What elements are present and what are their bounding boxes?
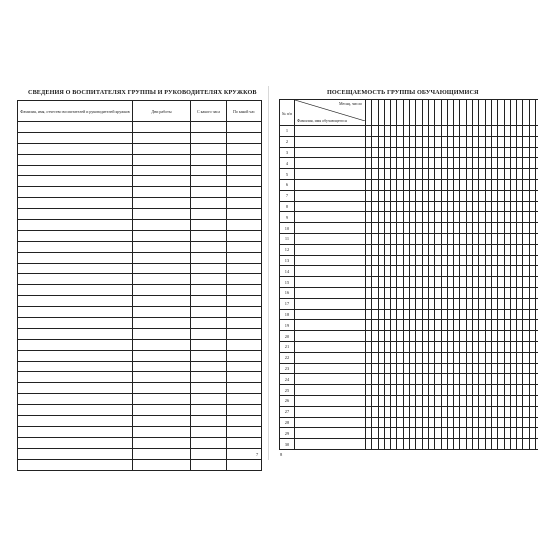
table-cell[interactable] <box>191 361 227 372</box>
table-cell[interactable] <box>18 187 133 198</box>
row-number: 14 <box>280 266 295 277</box>
table-cell[interactable] <box>227 405 262 416</box>
table-cell[interactable] <box>191 263 227 274</box>
table-cell[interactable] <box>191 220 227 231</box>
table-cell[interactable] <box>133 383 191 394</box>
table-row <box>280 136 538 147</box>
table-row <box>280 212 538 223</box>
table-row <box>280 298 538 309</box>
table-cell[interactable] <box>133 339 191 350</box>
student-name-cell[interactable] <box>295 201 366 212</box>
table-cell[interactable] <box>227 187 262 198</box>
table-cell[interactable] <box>191 165 227 176</box>
row-number: 29 <box>280 428 295 439</box>
table-row <box>280 233 538 244</box>
row-number: 15 <box>280 277 295 288</box>
student-name-cell[interactable] <box>295 417 366 428</box>
table-cell[interactable] <box>227 318 262 329</box>
table-row <box>280 287 538 298</box>
table-cell[interactable] <box>227 328 262 339</box>
table-cell[interactable] <box>18 361 133 372</box>
table-cell[interactable] <box>133 350 191 361</box>
table-cell[interactable] <box>191 176 227 187</box>
table-cell[interactable] <box>227 307 262 318</box>
table-row <box>280 395 538 406</box>
row-number: 22 <box>280 352 295 363</box>
table-row <box>280 352 538 363</box>
table-row <box>18 230 262 241</box>
table-cell[interactable] <box>18 132 133 143</box>
row-number: 20 <box>280 331 295 342</box>
table-row <box>18 405 262 416</box>
table-cell[interactable] <box>227 350 262 361</box>
table-row <box>280 320 538 331</box>
table-cell[interactable] <box>18 252 133 263</box>
student-name-cell[interactable] <box>295 352 366 363</box>
table-row <box>18 122 262 133</box>
student-name-cell[interactable] <box>295 320 366 331</box>
col-header-fio: Фамилия, имя, отчество воспитателей и руководителей кружков <box>18 101 133 122</box>
table-cell[interactable] <box>191 198 227 209</box>
table-row <box>280 223 538 234</box>
table-row <box>280 147 538 158</box>
table-cell[interactable] <box>227 220 262 231</box>
row-number: 23 <box>280 363 295 374</box>
table-cell[interactable] <box>191 459 227 470</box>
table-row <box>280 169 538 180</box>
table-row <box>18 383 262 394</box>
table-cell[interactable] <box>18 405 133 416</box>
row-number: 19 <box>280 320 295 331</box>
table-cell[interactable] <box>133 198 191 209</box>
table-cell[interactable] <box>133 448 191 459</box>
student-name-cell[interactable] <box>295 244 366 255</box>
table-cell[interactable] <box>191 122 227 133</box>
table-cell[interactable] <box>227 285 262 296</box>
table-cell[interactable] <box>133 285 191 296</box>
row-number: 21 <box>280 341 295 352</box>
student-name-cell[interactable] <box>295 277 366 288</box>
table-row <box>280 406 538 417</box>
table-cell[interactable] <box>18 426 133 437</box>
table-cell[interactable] <box>18 328 133 339</box>
table-cell[interactable] <box>227 209 262 220</box>
table-row <box>280 309 538 320</box>
table-cell[interactable] <box>227 383 262 394</box>
table-cell[interactable] <box>133 143 191 154</box>
row-number: 4 <box>280 158 295 169</box>
row-number: 17 <box>280 298 295 309</box>
table-cell[interactable] <box>133 176 191 187</box>
table-row <box>280 126 538 137</box>
table-cell[interactable] <box>227 437 262 448</box>
table-row <box>280 428 538 439</box>
table-cell[interactable] <box>133 372 191 383</box>
table-cell[interactable] <box>191 383 227 394</box>
table-cell[interactable] <box>133 328 191 339</box>
col-header-number: № п/п <box>280 100 295 126</box>
student-name-cell[interactable] <box>295 190 366 201</box>
table-row <box>280 255 538 266</box>
table-cell[interactable] <box>133 122 191 133</box>
table-row <box>18 307 262 318</box>
col-header-to-hour: По какой час <box>227 101 262 122</box>
table-cell[interactable] <box>191 154 227 165</box>
table-cell[interactable] <box>191 307 227 318</box>
row-number: 13 <box>280 255 295 266</box>
table-row <box>280 439 538 450</box>
table-cell[interactable] <box>18 339 133 350</box>
table-cell[interactable] <box>133 241 191 252</box>
student-name-cell[interactable] <box>295 126 366 137</box>
table-row <box>280 363 538 374</box>
row-number: 1 <box>280 126 295 137</box>
student-name-cell[interactable] <box>295 266 366 277</box>
table-cell[interactable] <box>133 394 191 405</box>
row-number: 6 <box>280 179 295 190</box>
table-cell[interactable] <box>227 154 262 165</box>
table-cell[interactable] <box>133 230 191 241</box>
table-cell[interactable] <box>191 437 227 448</box>
table-row <box>18 285 262 296</box>
table-cell[interactable] <box>227 296 262 307</box>
page-number: 8 <box>280 452 283 457</box>
table-cell[interactable] <box>191 132 227 143</box>
table-cell[interactable] <box>227 394 262 405</box>
table-cell[interactable] <box>191 372 227 383</box>
student-name-cell[interactable] <box>295 385 366 396</box>
table-cell[interactable] <box>133 296 191 307</box>
table-row <box>18 416 262 427</box>
table-cell[interactable] <box>191 339 227 350</box>
table-cell[interactable] <box>133 318 191 329</box>
student-name-cell[interactable] <box>295 428 366 439</box>
row-number: 9 <box>280 212 295 223</box>
student-name-cell[interactable] <box>295 287 366 298</box>
table-cell[interactable] <box>18 383 133 394</box>
table-cell[interactable] <box>227 132 262 143</box>
table-cell[interactable] <box>133 220 191 231</box>
table-cell[interactable] <box>191 296 227 307</box>
table-row <box>18 318 262 329</box>
table-cell[interactable] <box>133 307 191 318</box>
table-row <box>280 385 538 396</box>
col-header-work-days: Дни работы <box>133 101 191 122</box>
table-cell[interactable] <box>191 416 227 427</box>
table-row <box>18 394 262 405</box>
table-cell[interactable] <box>227 372 262 383</box>
table-cell[interactable] <box>133 361 191 372</box>
table-cell[interactable] <box>191 448 227 459</box>
student-name-cell[interactable] <box>295 223 366 234</box>
teachers-table-header <box>18 101 262 122</box>
table-cell[interactable] <box>18 230 133 241</box>
table-cell[interactable] <box>227 230 262 241</box>
table-cell[interactable] <box>133 165 191 176</box>
table-cell[interactable] <box>191 230 227 241</box>
student-name-cell[interactable] <box>295 136 366 147</box>
table-cell[interactable] <box>18 416 133 427</box>
table-row <box>18 220 262 231</box>
table-cell[interactable] <box>133 154 191 165</box>
table-cell[interactable] <box>191 143 227 154</box>
table-row <box>18 459 262 470</box>
table-row <box>280 374 538 385</box>
table-row <box>18 361 262 372</box>
page-number: 7 <box>256 452 259 457</box>
student-name-cell[interactable] <box>295 439 366 450</box>
table-row <box>18 176 262 187</box>
attendance-table <box>279 99 538 450</box>
table-cell[interactable] <box>18 209 133 220</box>
table-cell[interactable] <box>18 296 133 307</box>
table-cell[interactable] <box>18 274 133 285</box>
table-row <box>18 372 262 383</box>
row-number: 16 <box>280 287 295 298</box>
row-number: 28 <box>280 417 295 428</box>
table-cell[interactable] <box>191 350 227 361</box>
student-name-cell[interactable] <box>295 169 366 180</box>
table-row <box>280 266 538 277</box>
row-number: 5 <box>280 169 295 180</box>
month-day-label: Месяц, число <box>338 101 362 106</box>
table-cell[interactable] <box>133 209 191 220</box>
left-page-title: СВЕДЕНИЯ О ВОСПИТАТЕЛЯХ ГРУППЫ И РУКОВОДИТЕЛЯХ КРУЖКОВ <box>28 89 257 96</box>
table-cell[interactable] <box>227 241 262 252</box>
row-number: 2 <box>280 136 295 147</box>
table-row <box>18 165 262 176</box>
table-cell[interactable] <box>191 426 227 437</box>
row-number: 10 <box>280 223 295 234</box>
table-cell[interactable] <box>191 394 227 405</box>
row-number: 12 <box>280 244 295 255</box>
table-cell[interactable] <box>18 285 133 296</box>
row-number: 24 <box>280 374 295 385</box>
table-cell[interactable] <box>133 274 191 285</box>
row-number: 3 <box>280 147 295 158</box>
table-row <box>18 350 262 361</box>
attendance-table-body <box>280 126 538 450</box>
table-row <box>18 187 262 198</box>
table-cell[interactable] <box>191 187 227 198</box>
table-cell[interactable] <box>18 165 133 176</box>
table-cell[interactable] <box>227 274 262 285</box>
table-cell[interactable] <box>227 339 262 350</box>
table-row <box>18 143 262 154</box>
table-row <box>18 328 262 339</box>
table-cell[interactable] <box>227 165 262 176</box>
table-cell[interactable] <box>133 426 191 437</box>
table-row <box>280 244 538 255</box>
student-name-cell[interactable] <box>295 212 366 223</box>
row-number: 27 <box>280 406 295 417</box>
table-cell[interactable] <box>227 198 262 209</box>
table-row <box>18 154 262 165</box>
table-row <box>18 437 262 448</box>
table-cell[interactable] <box>18 307 133 318</box>
table-cell[interactable] <box>133 405 191 416</box>
table-cell[interactable] <box>227 122 262 133</box>
table-cell[interactable] <box>191 274 227 285</box>
table-cell[interactable] <box>133 252 191 263</box>
table-row <box>18 198 262 209</box>
table-row <box>18 426 262 437</box>
student-name-cell[interactable] <box>295 331 366 342</box>
row-number: 11 <box>280 233 295 244</box>
table-row <box>18 132 262 143</box>
row-number: 8 <box>280 201 295 212</box>
table-row <box>280 158 538 169</box>
table-cell[interactable] <box>191 241 227 252</box>
row-number: 7 <box>280 190 295 201</box>
table-cell[interactable] <box>18 318 133 329</box>
table-cell[interactable] <box>191 209 227 220</box>
student-name-cell[interactable] <box>295 255 366 266</box>
student-name-cell[interactable] <box>295 406 366 417</box>
student-name-cell[interactable] <box>295 309 366 320</box>
table-cell[interactable] <box>227 459 262 470</box>
table-cell[interactable] <box>18 122 133 133</box>
student-name-cell[interactable] <box>295 179 366 190</box>
table-cell[interactable] <box>191 405 227 416</box>
book-spine <box>268 86 269 460</box>
student-name-cell[interactable] <box>295 395 366 406</box>
row-number: 25 <box>280 385 295 396</box>
student-name-cell[interactable] <box>295 158 366 169</box>
table-cell[interactable] <box>18 176 133 187</box>
table-row <box>18 252 262 263</box>
table-cell[interactable] <box>18 394 133 405</box>
table-row <box>18 209 262 220</box>
table-cell[interactable] <box>18 437 133 448</box>
teachers-table-body <box>18 122 262 471</box>
row-number: 26 <box>280 395 295 406</box>
table-cell[interactable] <box>18 220 133 231</box>
row-number: 30 <box>280 439 295 450</box>
table-cell[interactable] <box>133 132 191 143</box>
right-page-title: ПОСЕЩАЕМОСТЬ ГРУППЫ ОБУЧАЮЩИМИСЯ <box>327 89 479 96</box>
table-cell[interactable] <box>227 263 262 274</box>
table-cell[interactable] <box>18 263 133 274</box>
student-name-cell[interactable] <box>295 363 366 374</box>
table-row <box>280 331 538 342</box>
table-cell[interactable] <box>18 448 133 459</box>
table-row <box>18 339 262 350</box>
table-cell[interactable] <box>191 285 227 296</box>
table-cell[interactable] <box>227 252 262 263</box>
student-name-cell[interactable] <box>295 374 366 385</box>
table-cell[interactable] <box>191 328 227 339</box>
table-row <box>18 296 262 307</box>
table-row <box>280 341 538 352</box>
table-cell[interactable] <box>227 361 262 372</box>
col-header-name-month <box>295 100 366 126</box>
table-cell[interactable] <box>133 263 191 274</box>
table-row <box>280 179 538 190</box>
student-name-label: Фамилия, имя обучающегося <box>297 117 347 123</box>
table-row <box>18 448 262 459</box>
table-cell[interactable] <box>18 241 133 252</box>
teachers-table <box>17 100 262 471</box>
table-row <box>18 274 262 285</box>
table-cell[interactable] <box>227 426 262 437</box>
table-row <box>280 417 538 428</box>
table-cell[interactable] <box>18 372 133 383</box>
table-row <box>18 241 262 252</box>
table-cell[interactable] <box>18 459 133 470</box>
table-cell[interactable] <box>133 416 191 427</box>
table-cell[interactable] <box>18 198 133 209</box>
table-row <box>18 263 262 274</box>
table-cell[interactable] <box>18 154 133 165</box>
table-row <box>280 190 538 201</box>
table-cell[interactable] <box>191 318 227 329</box>
student-name-cell[interactable] <box>295 341 366 352</box>
table-cell[interactable] <box>227 416 262 427</box>
student-name-cell[interactable] <box>295 147 366 158</box>
table-cell[interactable] <box>133 437 191 448</box>
table-row <box>280 201 538 212</box>
table-cell[interactable] <box>191 252 227 263</box>
student-name-cell[interactable] <box>295 233 366 244</box>
table-cell[interactable] <box>227 143 262 154</box>
row-number: 18 <box>280 309 295 320</box>
table-row <box>280 277 538 288</box>
student-name-cell[interactable] <box>295 298 366 309</box>
table-cell[interactable] <box>18 350 133 361</box>
table-cell[interactable] <box>133 187 191 198</box>
table-cell[interactable] <box>18 143 133 154</box>
table-cell[interactable] <box>227 176 262 187</box>
col-header-from-hour: С какого часа <box>191 101 227 122</box>
attendance-table-header <box>280 100 538 126</box>
table-cell[interactable] <box>133 459 191 470</box>
